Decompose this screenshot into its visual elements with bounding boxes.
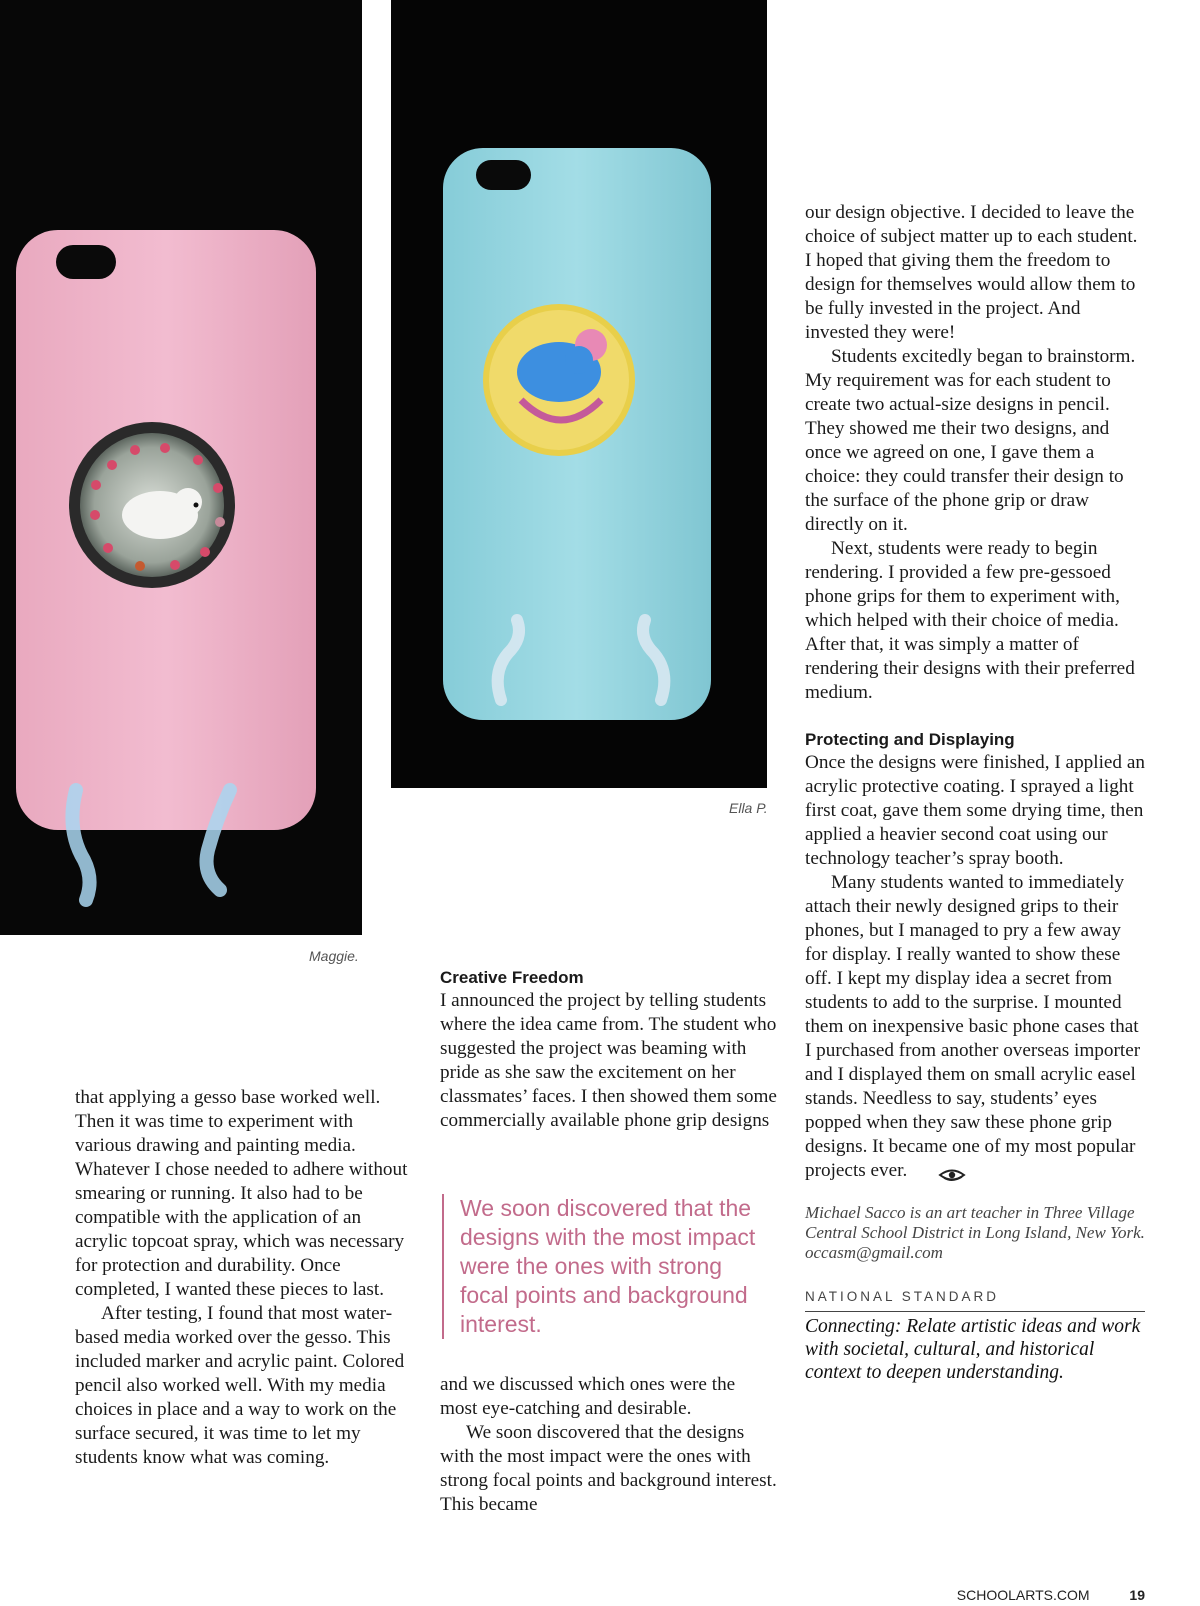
column-1 [75,1086,410,1470]
column-3-paragraph-5-text: Many students wanted to immediately attach their newly designed grips to their phones, but I managed to pry a few away for display. I really wanted to show these off. I kept my display idea a secret from students to add to the surprise. I mounted them on inexpensive basic phone cases that I purchased from another overseas importer and I displayed them on small acrylic easel stands. Needless to say, students’ eyes popped when they saw these phone grip designs. It became one of my most popular projects ever. [805,872,1141,1181]
column-2-lower [440,1373,777,1517]
column-2-paragraph-3: We soon discovered that the designs with the most impact were the ones with strong focal points and background interest. This became [440,1422,777,1515]
column-3 [805,201,1145,1384]
national-standard-box [805,1285,1145,1384]
photo-blue-phone-case [391,0,767,788]
column-2-upper [440,967,777,1133]
column-2-paragraph-2: and we discussed which ones were the most eye-catching and desirable. [440,1374,736,1419]
footer-site-link[interactable]: SCHOOLARTS.COM [956,1587,1090,1603]
column-1-paragraph-2: After testing, I found that most water-based media worked over the gesso. This included marker and acrylic paint. Colored pencil also worked well. With my media choices in place and a way to work on the surface secured, it was time to let my students know what was coming. [75,1303,405,1468]
page-footer [957,1587,1145,1603]
blue-phone-illustration [391,0,767,788]
photo-caption-left: Maggie. [309,948,359,964]
pink-phone-illustration [0,0,362,935]
national-standard-text: Connecting: Relate artistic ideas and work with societal, cultural, and historical context to deepen understanding. [805,1316,1141,1383]
section-heading-creative-freedom: Creative Freedom [440,968,584,987]
column-3-paragraph-2: Students excitedly began to brainstorm. My requirement was for each student to create two actual-size designs in pencil. They showed me their two designs, and once we agreed on one, I gave them a choice: they could transfer their design to the surface of the phone grip or draw directly on it. [805,346,1136,535]
section-heading-protecting-displaying: Protecting and Displaying [805,730,1015,749]
column-3-paragraph-3: Next, students were ready to begin rendering. I provided a few pre-gessoed phone grips for them to experiment with, which helped with their choice of media. After that, it was simply a matter of rendering their designs with their preferred medium. [805,538,1135,703]
column-3-paragraph-4: Once the designs were finished, I applied an acrylic protective coating. I sprayed a light first coat, gave them some drying time, then applied a heavier second coat using our technology teacher’s spray booth. [805,752,1145,869]
column-3-paragraph-5 [805,871,1145,1183]
pull-quote: We soon discovered that the designs with the most impact were the ones with strong focal points and background interest. [442,1194,772,1339]
photo-caption-right: Ella P. [729,800,768,816]
author-bio: Michael Sacco is an art teacher in Three Village Central School District in Long Island, New York. occasm@gmail.com [805,1203,1145,1262]
photo-pink-phone-case [0,0,362,935]
page-number: 19 [1129,1587,1145,1603]
eye-end-mark-icon [912,1165,940,1179]
national-standard-label: NATIONAL STANDARD [805,1285,1145,1312]
column-3-paragraph-1: our design objective. I decided to leave the choice of subject matter up to each student. I hoped that giving them the freedom to design for themselves would allow them to be fully invested in the project. And invested they were! [805,202,1138,343]
column-2-paragraph-1: I announced the project by telling students where the idea came from. The student who suggested the project was beaming with pride as she saw the excitement on her classmates’ faces. I then showed them some commercially available phone grip designs [440,990,777,1131]
column-1-paragraph-1: that applying a gesso base worked well. Then it was time to experiment with various drawing and painting media. Whatever I chose needed to adhere without smearing or running. It also had to be compatible with the application of an acrylic topcoat spray, which was necessary for protection and durability. Once completed, I wanted these pieces to last. [75,1087,408,1300]
